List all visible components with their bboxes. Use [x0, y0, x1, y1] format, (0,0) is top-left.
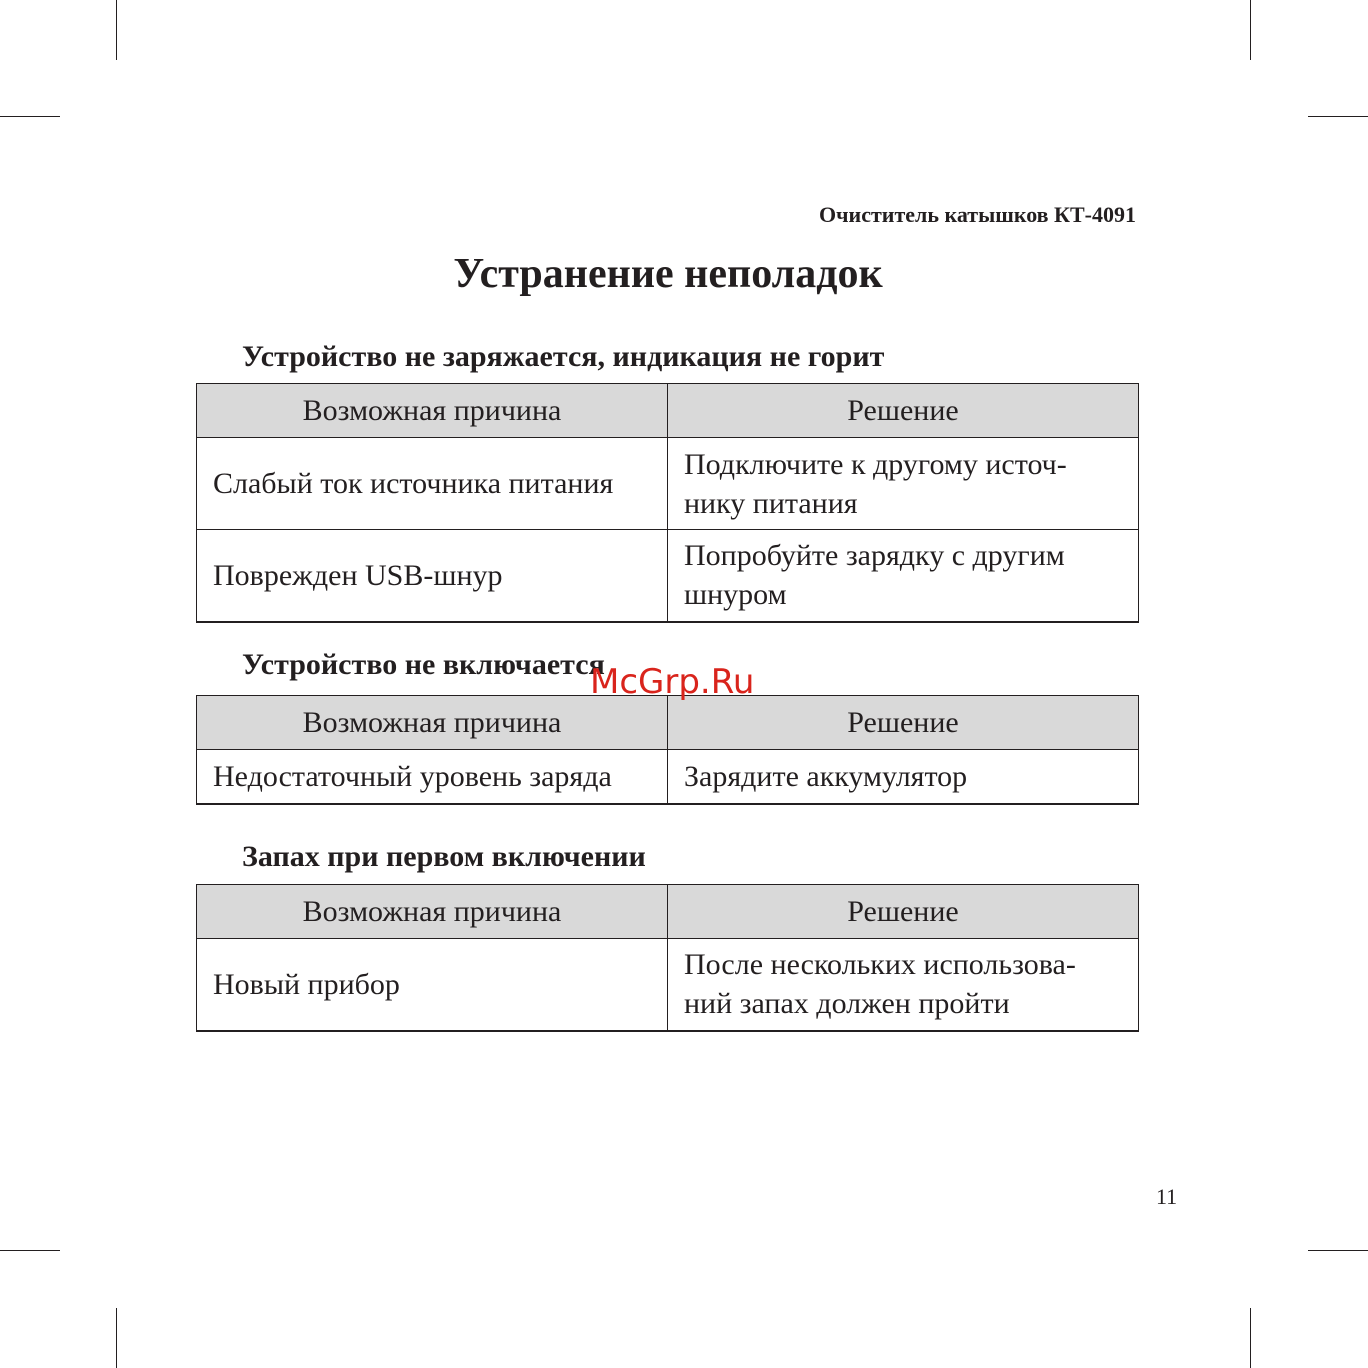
- crop-mark: [1250, 0, 1251, 60]
- troubleshooting-table: [196, 383, 1139, 623]
- troubleshooting-table: [196, 695, 1139, 805]
- page-title: Устранение неполадок: [453, 251, 883, 297]
- crop-mark: [116, 0, 117, 60]
- crop-mark: [116, 1308, 117, 1368]
- running-header: Очиститель катышков КТ-4091: [819, 202, 1136, 227]
- table-header-row: [197, 384, 1139, 438]
- table-row: [197, 939, 1139, 1031]
- table-row: [197, 750, 1139, 804]
- header-cause: Возможная причина: [197, 696, 668, 750]
- table-header-row: [197, 696, 1139, 750]
- crop-mark: [1308, 1250, 1368, 1251]
- page-number: 11: [1156, 1184, 1178, 1209]
- header-solution: Решение: [668, 384, 1139, 438]
- cause-cell: Слабый ток источника питания: [197, 438, 668, 530]
- troubleshooting-table: [196, 884, 1139, 1032]
- cause-cell: Новый прибор: [197, 939, 668, 1031]
- solution-cell: После нескольких использова-ний запах должен пройти: [668, 939, 1139, 1031]
- table-header-row: [197, 885, 1139, 939]
- header-solution: Решение: [668, 885, 1139, 939]
- crop-mark: [1308, 116, 1368, 117]
- table-row: [197, 438, 1139, 530]
- header-solution: Решение: [668, 696, 1139, 750]
- solution-cell: Попробуйте зарядку с другим шнуром: [668, 530, 1139, 622]
- solution-cell: Подключите к другому источ-нику питания: [668, 438, 1139, 530]
- header-cause: Возможная причина: [197, 384, 668, 438]
- header-cause: Возможная причина: [197, 885, 668, 939]
- crop-mark: [0, 1250, 60, 1251]
- table-row: [197, 530, 1139, 622]
- section-title: Устройство не включается: [242, 648, 605, 681]
- cause-cell: Недостаточный уровень заряда: [197, 750, 668, 804]
- crop-mark: [0, 116, 60, 117]
- watermark: McGrp.Ru: [590, 662, 755, 702]
- section-title: Запах при первом включении: [242, 840, 646, 873]
- section-title: Устройство не заряжается, индикация не горит: [242, 340, 885, 373]
- solution-cell: Зарядите аккумулятор: [668, 750, 1139, 804]
- cause-cell: Поврежден USB-шнур: [197, 530, 668, 622]
- crop-mark: [1250, 1308, 1251, 1368]
